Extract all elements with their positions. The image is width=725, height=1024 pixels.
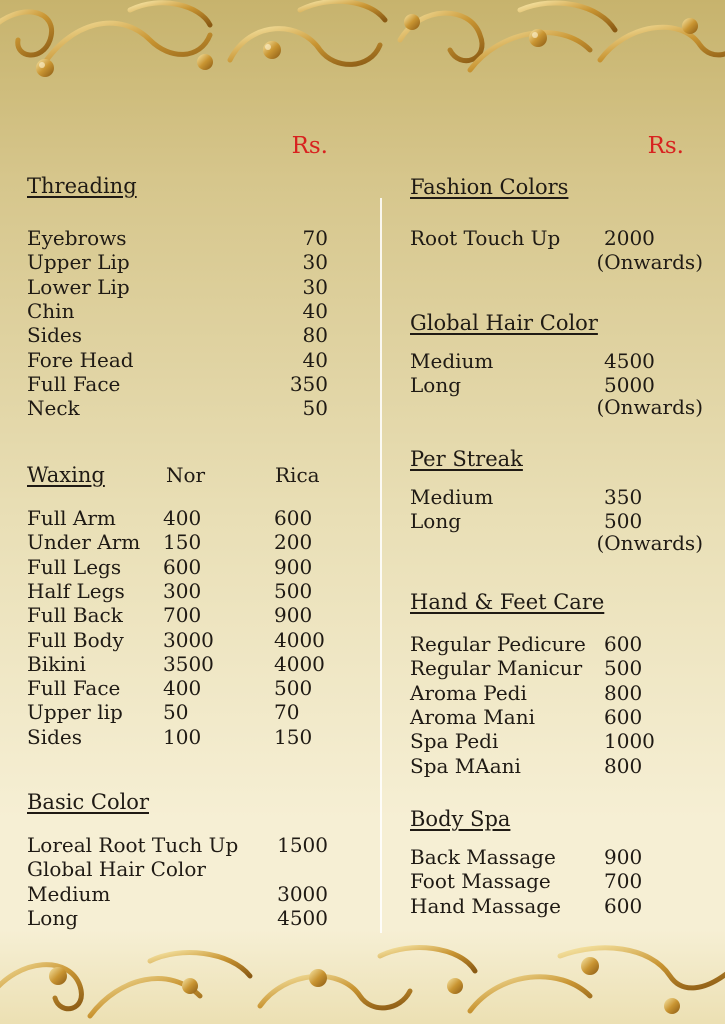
service-name: Medium [27,881,111,906]
service-name: Global Hair Color [27,857,206,882]
service-price: 350 [604,485,643,509]
price-rica: 4000 [274,651,325,676]
gold-scroll-border-bottom [0,936,725,1024]
service-name: Under Arm [27,530,141,555]
section-title-per-streak: Per Streak [410,447,523,471]
section-title-body-spa: Body Spa [410,807,511,831]
service-name: Loreal Root Tuch Up [27,833,239,857]
service-name: Medium [410,485,494,509]
service-name: Upper Lip [27,250,130,275]
service-price: 1500 [277,833,328,857]
service-price: 1000 [604,729,655,754]
service-name: Regular Pedicure [410,632,586,656]
service-price: 30 [302,274,328,299]
price-rica: 600 [274,506,313,530]
service-price: 70 [302,226,328,250]
price-nor: 600 [163,554,202,579]
service-name: Neck [27,396,80,421]
service-name: Sides [27,323,82,348]
price-nor: 700 [163,603,202,628]
price-nor: 50 [163,700,189,725]
price-rica: 500 [274,578,313,603]
service-name: Long [27,905,79,930]
price-nor: 150 [163,530,202,555]
section-title-fashion-colors: Fashion Colors [410,175,569,199]
price-rica: 4000 [274,627,325,652]
price-rica: 200 [274,530,313,555]
section-title-waxing: Waxing [27,463,105,487]
price-rica: 500 [274,676,313,701]
service-name: Medium [410,349,494,373]
service-price: 4500 [604,349,655,373]
service-name: Spa MAani [410,753,521,778]
service-name: Spa Pedi [410,729,499,754]
service-price: 40 [302,298,328,323]
service-price: 600 [604,893,643,918]
service-price: 80 [302,323,328,348]
service-price: 350 [289,371,328,396]
service-price: 50 [302,396,328,421]
service-price: 4500 [277,905,328,930]
price-nor: 400 [163,676,202,701]
price-nor: 400 [163,506,202,530]
price-nor: 100 [163,724,202,749]
service-price: 2000 [604,226,655,250]
service-name: Long [410,373,462,398]
service-name: Full Face [27,371,121,396]
service-price: 3000 [277,881,328,906]
service-price: 900 [604,845,643,869]
service-name: Upper lip [27,700,123,725]
price-rica: 900 [274,554,313,579]
service-name: Aroma Mani [410,704,535,729]
price-note: (Onwards) [596,531,703,556]
column-header-nor: Nor [166,463,206,487]
price-note: (Onwards) [596,395,703,420]
price-nor: 3500 [163,651,214,676]
service-name: Bikini [27,651,86,676]
price-note: (Onwards) [596,250,703,275]
service-name: Fore Head [27,347,134,372]
service-name: Hand Massage [410,893,561,918]
service-name: Full Arm [27,506,116,530]
service-price: 40 [302,347,328,372]
service-name: Full Body [27,627,124,652]
column-header-rica: Rica [275,463,320,487]
service-name: Aroma Pedi [410,680,527,705]
price-rica: 900 [274,603,313,628]
service-name: Foot Massage [410,869,551,894]
service-name: Full Back [27,603,123,628]
gold-scroll-border-top [0,0,725,92]
service-name: Back Massage [410,845,556,869]
service-name: Eyebrows [27,226,127,250]
column-divider [380,198,382,933]
service-price: 30 [302,250,328,275]
price-rica: 150 [274,724,313,749]
service-price: 800 [604,680,643,705]
service-name: Long [410,509,462,534]
section-title-threading: Threading [27,174,137,198]
service-price: 600 [604,632,643,656]
price-nor: 300 [163,578,202,603]
service-price: 500 [604,656,643,681]
price-rica: 70 [274,700,300,725]
currency-label: Rs. [291,133,328,159]
service-price: 500 [604,509,643,534]
service-name: Root Touch Up [410,226,561,250]
service-name: Lower Lip [27,274,130,299]
service-name: Sides [27,724,82,749]
price-nor: 3000 [163,627,214,652]
service-price: 5000 [604,373,655,398]
service-price: 700 [604,869,643,894]
section-title-basic-color: Basic Color [27,790,149,814]
service-name: Full Legs [27,554,122,579]
service-price: 800 [604,753,643,778]
service-name: Half Legs [27,578,125,603]
service-name: Chin [27,298,75,323]
section-title-global-hair-color: Global Hair Color [410,311,598,335]
service-name: Regular Manicur [410,656,583,681]
section-title-hand-feet-care: Hand & Feet Care [410,590,605,614]
service-price: 600 [604,704,643,729]
currency-label: Rs. [647,133,684,159]
service-name: Full Face [27,676,121,701]
